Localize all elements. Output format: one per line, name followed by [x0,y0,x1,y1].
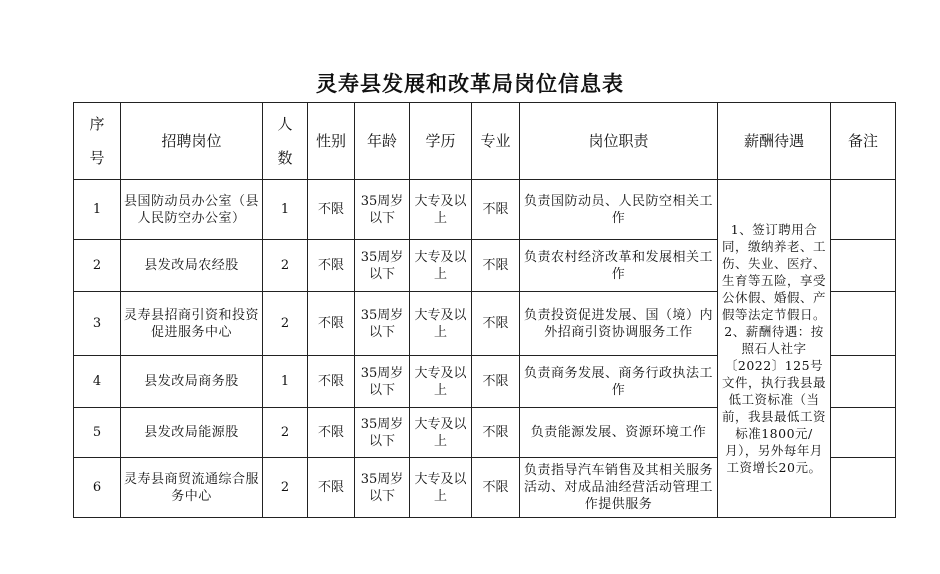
row-age: 35周岁以下 [355,180,410,240]
row-gender: 不限 [308,180,355,240]
row-count: 1 [263,356,308,408]
header-duties: 岗位职责 [520,103,718,180]
row-remarks [831,180,896,240]
row-age: 35周岁以下 [355,240,410,292]
header-serial-char-1: 序 [89,115,105,133]
row-age: 35周岁以下 [355,356,410,408]
header-count-char-1: 人 [277,115,293,133]
row-post: 县发改局农经股 [121,240,263,292]
row-education: 大专及以上 [410,180,472,240]
row-education: 大专及以上 [410,408,472,458]
row-count: 2 [263,408,308,458]
row-serial: 4 [74,356,121,408]
row-serial: 5 [74,408,121,458]
row-gender: 不限 [308,292,355,356]
row-post: 县发改局能源股 [121,408,263,458]
header-salary: 薪酬待遇 [718,103,831,180]
row-duties: 负责指导汽车销售及其相关服务活动、对成品油经营活动管理工作提供服务 [520,458,718,518]
row-gender: 不限 [308,458,355,518]
header-major: 专业 [472,103,520,180]
header-count-char-2: 数 [277,149,293,167]
row-remarks [831,292,896,356]
row-major: 不限 [472,240,520,292]
header-age: 年龄 [355,103,410,180]
header-serial-char-2: 号 [89,149,105,167]
row-major: 不限 [472,180,520,240]
row-remarks [831,240,896,292]
header-count [263,103,308,180]
row-education: 大专及以上 [410,458,472,518]
row-duties: 负责能源发展、资源环境工作 [520,408,718,458]
row-gender: 不限 [308,408,355,458]
row-count: 1 [263,180,308,240]
row-duties: 负责投资促进发展、国（境）内外招商引资协调服务工作 [520,292,718,356]
row-count: 2 [263,240,308,292]
row-education: 大专及以上 [410,240,472,292]
row-count: 2 [263,292,308,356]
header-gender: 性别 [308,103,355,180]
header-education: 学历 [410,103,472,180]
row-age: 35周岁以下 [355,408,410,458]
header-post: 招聘岗位 [121,103,263,180]
row-major: 不限 [472,408,520,458]
row-serial: 2 [74,240,121,292]
page-title: 灵寿县发展和改革局岗位信息表 [316,71,624,96]
row-serial: 3 [74,292,121,356]
header-remarks: 备注 [831,103,896,180]
row-remarks [831,408,896,458]
row-age: 35周岁以下 [355,292,410,356]
row-gender: 不限 [308,240,355,292]
row-gender: 不限 [308,356,355,408]
row-post: 灵寿县招商引资和投资促进服务中心 [121,292,263,356]
row-post: 县发改局商务股 [121,356,263,408]
row-post: 县国防动员办公室（县人民防空办公室） [121,180,263,240]
row-remarks [831,356,896,408]
row-count: 2 [263,458,308,518]
row-duties: 负责国防动员、人民防空相关工作 [520,180,718,240]
salary-cell: 1、签订聘用合同，缴纳养老、工伤、失业、医疗、生育等五险，享受公休假、婚假、产假等法定节假日。2、薪酬待遇：按照石人社字〔2022〕125号文件，执行我县最低工资标准（当前，我县最低工资标准1800元/月），另外每年月工资增长20元。 [718,180,831,518]
job-info-table [73,102,896,518]
row-major: 不限 [472,356,520,408]
header-serial [74,103,121,180]
header-row [74,103,896,180]
table-row [74,180,896,240]
row-major: 不限 [472,292,520,356]
row-major: 不限 [472,458,520,518]
row-age: 35周岁以下 [355,458,410,518]
row-education: 大专及以上 [410,292,472,356]
row-post: 灵寿县商贸流通综合服务中心 [121,458,263,518]
row-education: 大专及以上 [410,356,472,408]
row-serial: 1 [74,180,121,240]
row-remarks [831,458,896,518]
row-duties: 负责商务发展、商务行政执法工作 [520,356,718,408]
row-duties: 负责农村经济改革和发展相关工作 [520,240,718,292]
row-serial: 6 [74,458,121,518]
